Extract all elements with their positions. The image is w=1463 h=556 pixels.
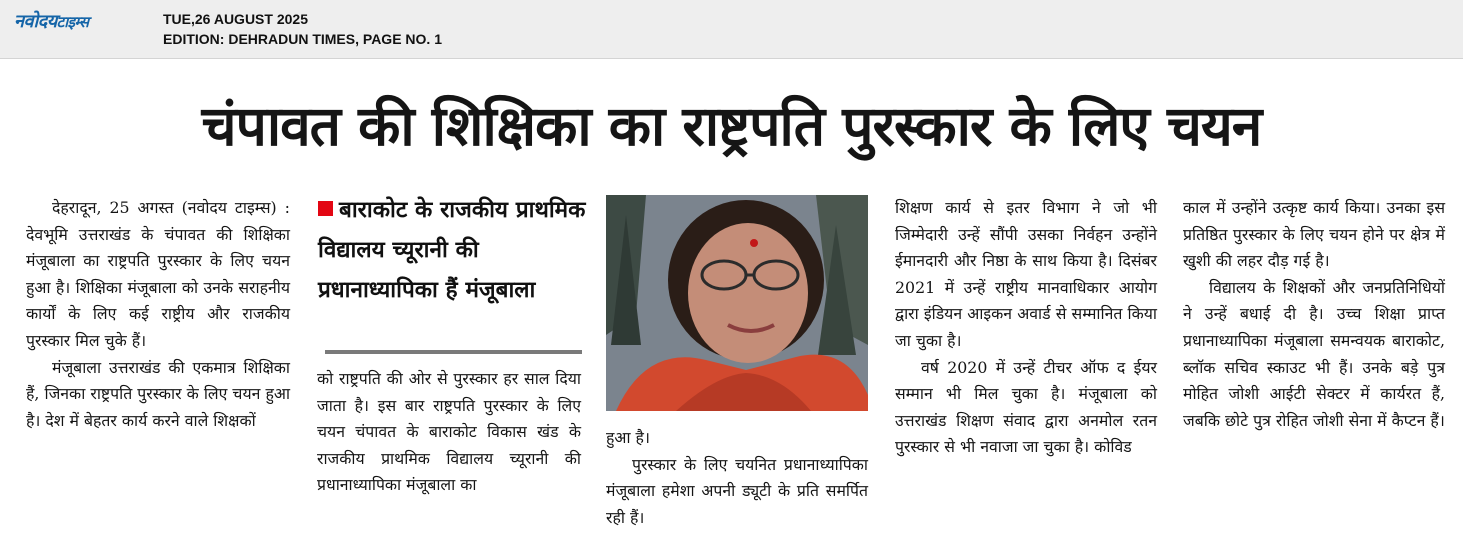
paragraph: विद्यालय के शिक्षकों और जनप्रतिनिधियों ने उन्हें बधाई दी है। उच्च शिक्षा प्राप्त प्रधानाध्यापिका मंजूबाला समन्वयक बाराकोट, ब्लॉक सचिव स्काउट भी हैं। उनके बड़े पुत्र मोहित जोशी आईटी सेक्टर में कार्यरत हैं, जबकि छोटे पुत्र रोहित जोशी सेना में कैप्टन हैं।	[1183, 277, 1445, 430]
edition-page-info: EDITION: DEHRADUN TIMES, PAGE NO. 1	[163, 31, 442, 47]
paragraph: शिक्षण कार्य से इतर विभाग ने जो भी जिम्मेदारी उन्हें सौंपी उसका निर्वहन उन्होंने ईमानदारी और निष्ठा के साथ किया है। दिसंबर 2021 में उन्हें राष्ट्रीय मानवाधिकार आयोग द्वारा इंडियन आइकन अवार्ड से सम्मानित किया जा चुका है।	[895, 198, 1157, 350]
article-column-3	[606, 425, 868, 531]
article-subheadline	[318, 190, 586, 310]
red-square-bullet-icon	[318, 201, 333, 216]
subheadline-text: बाराकोट के राजकीय प्राथमिक विद्यालय च्यूरानी की प्रधानाध्यापिका हैं मंजूबाला	[318, 197, 586, 303]
paragraph: वर्ष 2020 में उन्हें टीचर ऑफ द ईयर सम्मान भी मिल चुका है। मंजूबाला को उत्तराखंड शिक्षण संवाद द्वारा अनमोल रतन पुरस्कार से भी नवाजा जा चुका है। कोविड	[895, 357, 1157, 457]
paragraph: देहरादून, 25 अगस्त (नवोदय टाइम्स) : देवभूमि उत्तराखंड के चंपावत की शिक्षिका मंजूबाला का राष्ट्रपति पुरस्कार के लिए चयन हुआ है। शिक्षिका मंजूबाला को उनके सराहनीय कार्यों के लिए कई राष्ट्रीय और राजकीय पुरस्कार मिल चुके हैं।	[26, 198, 290, 350]
section-divider	[325, 350, 582, 354]
paragraph: काल में उन्होंने उत्कृष्ट कार्य किया। उनका इस प्रतिष्ठित पुरस्कार के लिए चयन होने पर क्षेत्र में खुशी की लहर दौड़ गई है।	[1183, 198, 1445, 271]
paragraph: हुआ है।	[606, 428, 650, 447]
logo-subtitle: टाइम्स	[56, 13, 89, 31]
edition-header-bar	[0, 0, 1463, 59]
teacher-photo	[606, 195, 868, 411]
edition-date: TUE,26 AUGUST 2025	[163, 11, 308, 27]
edition-meta	[163, 9, 442, 49]
article-headline: चंपावत की शिक्षिका का राष्ट्रपति पुरस्कार के लिए चयन	[201, 94, 1262, 158]
paragraph: पुरस्कार के लिए चयनित प्रधानाध्यापिका मंजूबाला हमेशा अपनी ड्यूटी के प्रति समर्पित रही हैं।	[606, 454, 868, 527]
article-column-2	[317, 366, 581, 499]
newspaper-logo[interactable]	[14, 9, 89, 33]
paragraph: मंजूबाला उत्तराखंड की एकमात्र शिक्षिका हैं, जिनका राष्ट्रपति पुरस्कार के लिए चयन हुआ है। देश में बेहतर कार्य करने वाले शिक्षकों	[26, 357, 290, 430]
paragraph: को राष्ट्रपति की ओर से पुरस्कार हर साल दिया जाता है। इस बार राष्ट्रपति पुरस्कार के लिए चयन चंपावत के बाराकोट विकास खंड के राजकीय प्राथमिक विद्यालय च्यूरानी की प्रधानाध्यापिका मंजूबाला का	[317, 369, 581, 495]
article-page	[0, 60, 1463, 556]
logo-title: नवोदय	[14, 11, 57, 32]
article-column-5	[1183, 195, 1445, 434]
article-column-4	[895, 195, 1157, 461]
article-column-1	[26, 195, 290, 434]
